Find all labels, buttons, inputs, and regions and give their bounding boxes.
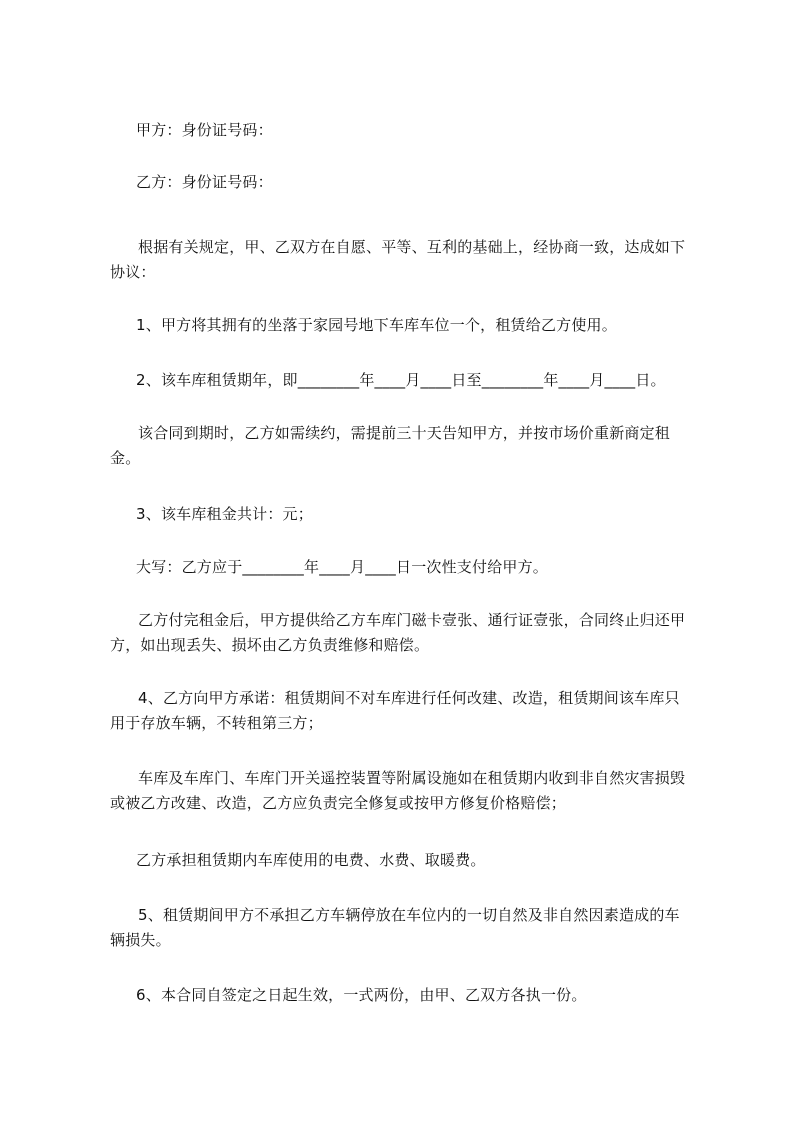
access-card-paragraph: 乙方付完租金后，甲方提供给乙方车库门磁卡壹张、通行证壹张，合同终止归还甲方，如出现丢失、损坏由乙方负责维修和赔偿。 — [110, 611, 686, 654]
clause-5-liability: 5、租赁期间甲方不承担乙方车辆停放在车位内的一切自然及非自然因素造成的车辆损失。 — [110, 906, 680, 949]
party-a-id-line: 甲方：身份证号码： — [136, 121, 273, 139]
clause-1: 1、甲方将其拥有的坐落于家园号地下车库车位一个，租赁给乙方使用。 — [136, 316, 617, 334]
clause-3-rent-total: 3、该车库租金共计：元； — [136, 505, 313, 523]
clause-2-lease-term: 2、该车库租赁期年，即________年____月____日至________年____月____日。 — [136, 371, 666, 389]
party-b-id-line: 乙方：身份证号码： — [136, 173, 273, 191]
rent-in-words-line: 大写：乙方应于________年____月____日一次性支付给甲方。 — [136, 558, 549, 576]
utility-fees-line: 乙方承担租赁期内车库使用的电费、水费、取暖费。 — [136, 851, 486, 869]
renewal-paragraph: 该合同到期时，乙方如需续约，需提前三十天告知甲方，并按市场价重新商定租金。 — [110, 424, 671, 467]
clause-4-promise: 4、乙方向甲方承诺：租赁期间不对车库进行任何改建、改造，租赁期间该车库只用于存放车辆，不转租第三方； — [110, 689, 680, 732]
facility-damage-paragraph: 车库及车库门、车库门开关遥控装置等附属设施如在租赁期内收到非自然灾害损毁或被乙方改建、改造，乙方应负责完全修复或按甲方修复价格赔偿； — [110, 769, 686, 812]
preamble-paragraph: 根据有关规定，甲、乙双方在自愿、平等、互利的基础上，经协商一致，达成如下协议： — [110, 238, 686, 281]
clause-6-effective: 6、本合同自签定之日起生效，一式两份，由甲、乙双方各执一份。 — [136, 986, 587, 1004]
